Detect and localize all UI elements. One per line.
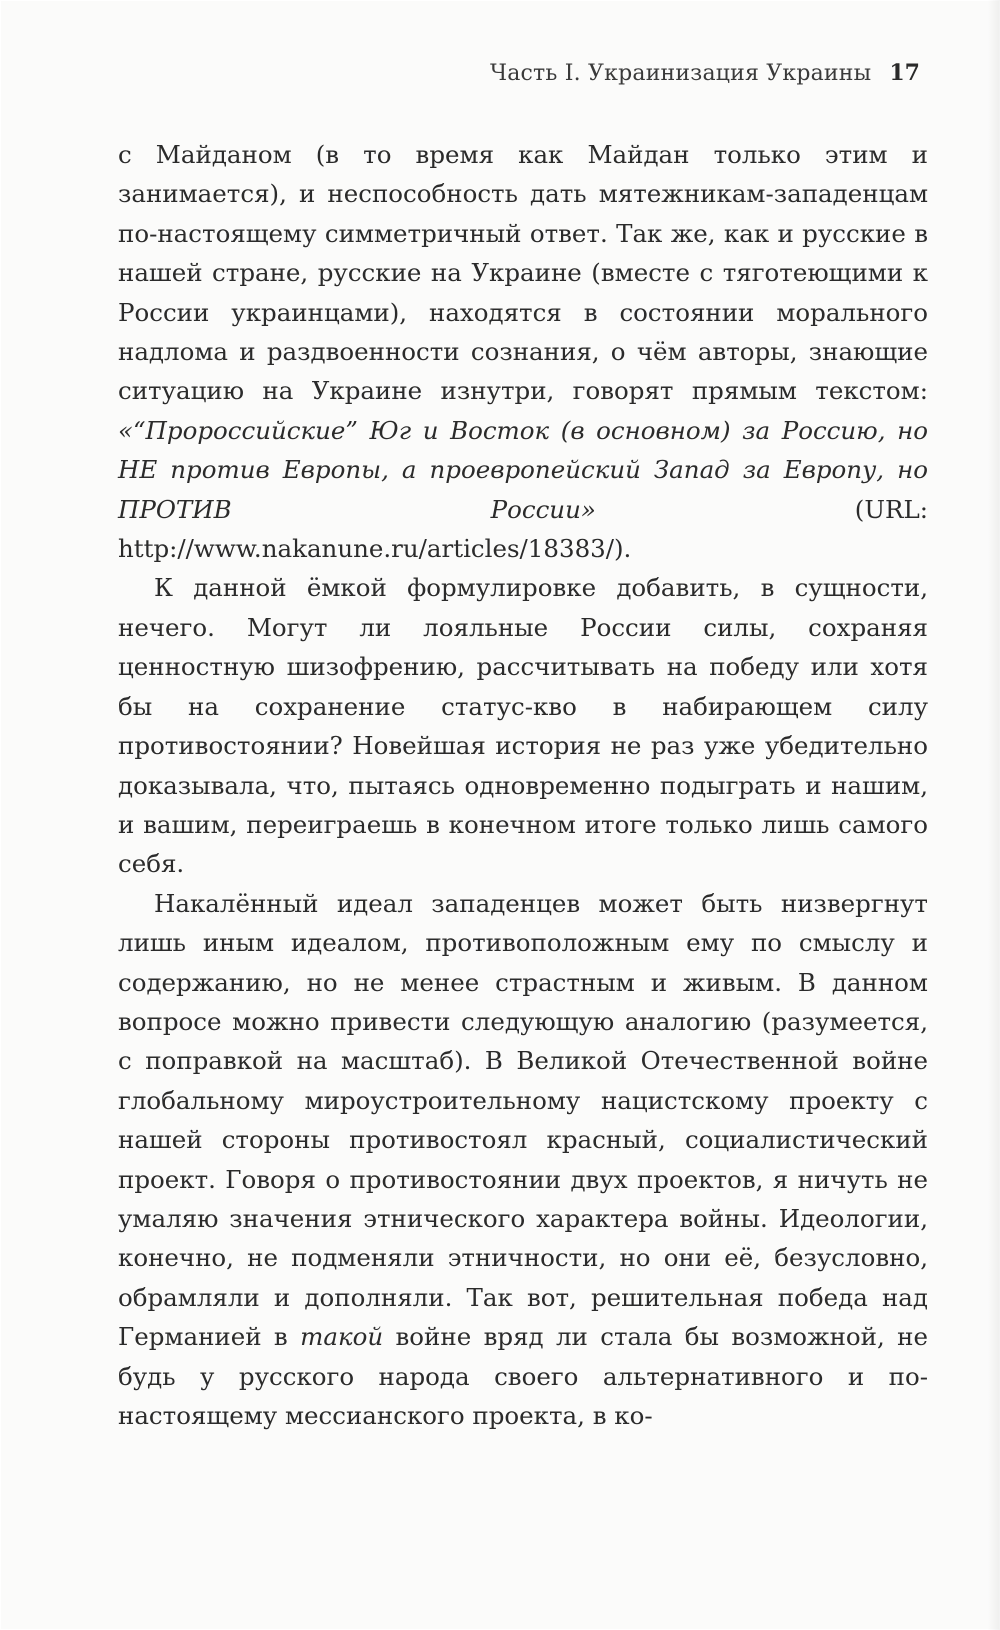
paragraph-1-quote: «“Пророссийские” Юг и Восток (в основном) за Россию, но НЕ против Европы, а проевропейский Запад за Европу, но ПРОТИВ России» <box>118 415 928 524</box>
paragraph-1-url: (URL: http://www.nakanune.ru/articles/18383/). <box>118 494 928 564</box>
paragraph-1 <box>118 135 928 568</box>
paragraph-3-part-1: Накалённый идеал западенцев может быть низвергнут лишь иным идеалом, противоположным ему по смыслу и содержанию, но не менее страстным и живым. В данном вопросе можно привести следующую аналогию (разумеется, с поправкой на масштаб). В Великой Отечественной войне глобальному мироустроительному нацистскому проекту с нашей стороны противостоял красный, социалистический проект. Говоря о противостоянии двух проектов, я ничуть не умаляю значения этнического характера войны. Идеологии, конечно, не подменяли этничности, но они её, безусловно, обрамляли и дополняли. Так вот, решительная победа над Германией в <box>118 888 928 1352</box>
paragraph-2 <box>118 568 928 883</box>
running-header <box>470 60 920 94</box>
page-edge-shadow <box>988 0 1000 1630</box>
paragraph-2-text: К данной ёмкой формулировке добавить, в сущности, нечего. Могут ли лояльные России силы, сохраняя ценностную шизофрению, рассчитывать на победу или хотя бы на сохранение статус-кво в набирающем силу противостоянии? Новейшая история не раз уже убедительно доказывала, что, пытаясь одновременно подыграть и нашим, и вашим, переиграешь в конечном итоге только лишь самого себя. <box>118 573 928 879</box>
paragraph-3 <box>118 884 928 1436</box>
running-title: Часть I. Украинизация Украины <box>489 61 872 86</box>
paragraph-1-part-1: с Майданом (в то время как Майдан только этим и занимается), и неспособность дать мятежникам-западенцам по-настоящему симметричный ответ. Так же, как и русские в нашей стране, русские на Украине (вместе с тяготеющими к России украинцами), находятся в состоянии морального надлома и раздвоенности сознания, о чём авторы, знающие ситуацию на Украине изнутри, говорят прямым текстом: <box>118 140 928 406</box>
page-number: 17 <box>889 60 920 86</box>
body-text <box>118 135 928 1435</box>
paragraph-3-part-2: войне вряд ли стала бы возможной, не будь у русского народа своего альтернативного и по-настоящему мессианского проекта, в ко- <box>118 1322 928 1430</box>
paragraph-3-emphasis: такой <box>300 1322 384 1352</box>
